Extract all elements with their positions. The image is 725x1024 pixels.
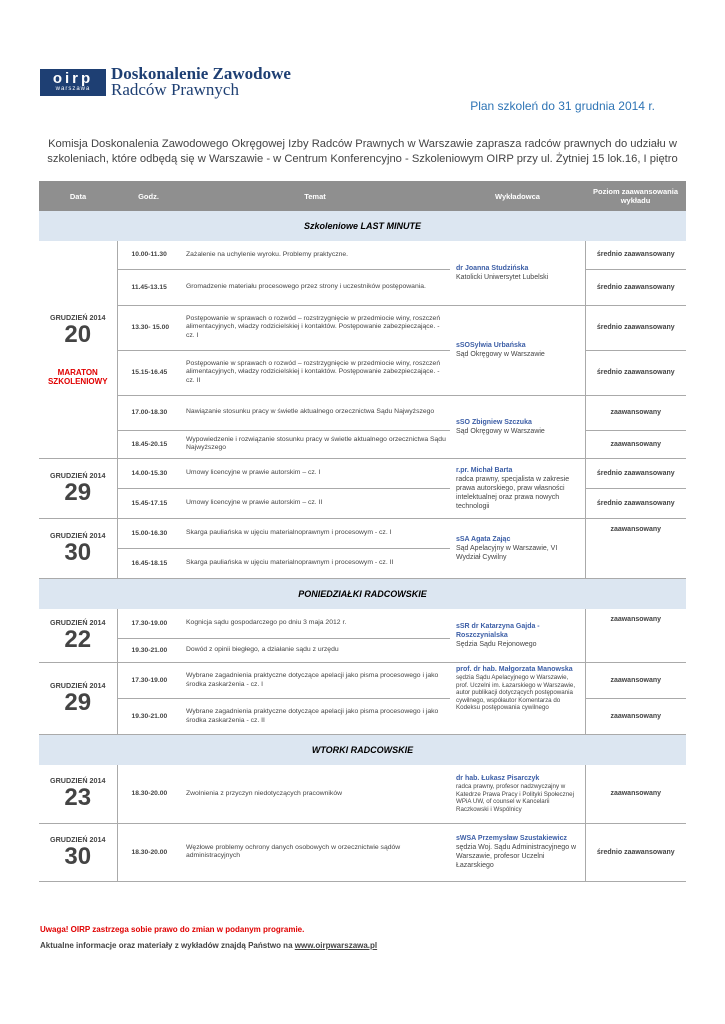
lecturer-cell [450, 395, 585, 458]
level-cell: zaawansowany [585, 518, 686, 578]
table-row [39, 269, 686, 305]
table-row [39, 430, 686, 458]
time-cell: 15.45-17.15 [117, 488, 180, 518]
table-header-row [39, 181, 686, 211]
warning-note: Uwaga! OIRP zastrzega sobie prawo do zmian w podanym programie. [40, 925, 305, 934]
lecturer-desc: Katolicki Uniwersytet Lubelski [456, 273, 549, 281]
schedule-table [39, 181, 686, 882]
lecturer-name: sSO Zbigniew Szczuka [456, 418, 532, 426]
time-cell: 17.30-19.00 [117, 663, 180, 699]
date-day: 22 [64, 625, 92, 653]
date-day: 20 [64, 320, 92, 348]
logo-line2: Radców Prawnych [111, 80, 239, 99]
date-day: 30 [64, 842, 92, 870]
website-link[interactable]: www.oirpwarszawa.pl [294, 941, 378, 950]
level-cell: średnio zaawansowany [585, 350, 686, 395]
time-cell: 18.30-20.00 [117, 823, 180, 881]
section-row [39, 578, 686, 609]
level-cell: zaawansowany [585, 699, 686, 735]
time-cell: 10.00-11.30 [117, 241, 180, 269]
level-cell: zaawansowany [585, 663, 686, 699]
oirp-logo-box [40, 69, 106, 96]
time-cell: 14.00-15.30 [117, 458, 180, 488]
topic-cell: Postępowanie w sprawach o rozwód – rozstrzygnięcie w przedmiocie winy, roszczeń alimentacyjnych, władzy rodzicielskiej i kontaktów. Postępowanie zabezpieczające. - cz. II [180, 350, 450, 395]
date-cell [39, 765, 117, 823]
logo [40, 64, 291, 99]
info-note [40, 941, 377, 950]
table-row [39, 518, 686, 548]
lecturer-name: prof. dr hab. Małgorzata Manowska [456, 666, 573, 673]
topic-cell: Dowód z opinii biegłego, a działanie sądu z urzędu [180, 639, 450, 663]
topic-cell: Umowy licencyjne w prawie autorskim – cz. II [180, 488, 450, 518]
date-cell [39, 663, 117, 735]
topic-cell: Wybrane zagadnienia praktyczne dotyczące apelacji jako pisma procesowego i jako środka zaskarżenia - cz. II [180, 699, 450, 735]
time-cell: 15.15-16.45 [117, 350, 180, 395]
table-row [39, 609, 686, 639]
logo-line1: Doskonalenie Zawodowe [111, 64, 291, 83]
time-cell: 18.30-20.00 [117, 765, 180, 823]
level-cell: średnio zaawansowany [585, 305, 686, 350]
table-row [39, 241, 686, 269]
date-cell [39, 518, 117, 578]
lecturer-cell [450, 305, 585, 395]
level-cell: zaawansowany [585, 395, 686, 430]
lecturer-cell [450, 765, 585, 823]
logo-text [111, 66, 291, 98]
header-lecturer: Wykładowca [450, 181, 585, 211]
topic-cell: Zwolnienia z przyczyn niedotyczących pracowników [180, 765, 450, 823]
time-cell: 19.30-21.00 [117, 699, 180, 735]
level-cell: średnio zaawansowany [585, 458, 686, 488]
table-row [39, 765, 686, 823]
date-month: GRUDZIEŃ 2014 [49, 312, 106, 322]
table-row [39, 458, 686, 488]
level-cell: średnio zaawansowany [585, 488, 686, 518]
lecturer-name: sSR dr Katarzyna Gajda - Roszczynialska [456, 622, 540, 639]
time-cell: 17.00-18.30 [117, 395, 180, 430]
topic-cell: Wypowiedzenie i rozwiązanie stosunku pracy w świetle aktualnego orzecznictwa Sądu Najwyższego [180, 430, 450, 458]
topic-cell: Nawiązanie stosunku pracy w świetle aktualnego orzecznictwa Sądu Najwyższego [180, 395, 450, 430]
table-row [39, 823, 686, 881]
level-cell: zaawansowany [585, 609, 686, 663]
date-day: 29 [64, 689, 92, 716]
table-row [39, 305, 686, 350]
section-row [39, 211, 686, 241]
time-cell: 11.45-13.15 [117, 269, 180, 305]
date-cell [39, 241, 117, 458]
header-date: Data [39, 181, 117, 211]
level-cell: średnio zaawansowany [585, 241, 686, 269]
lecturer-cell [450, 518, 585, 578]
level-cell: średnio zaawansowany [585, 823, 686, 881]
info-text: Aktualne informacje oraz materiały z wykładów znajdą Państwo na [40, 941, 295, 950]
logo-box-big: oirp [52, 69, 94, 87]
table-row [39, 488, 686, 518]
lecturer-desc: Sąd Apelacyjny w Warszawie, VI Wydział Cywilny [456, 544, 558, 561]
time-cell: 15.00-16.30 [117, 518, 180, 548]
lecturer-name: dr Joanna Studzińska [456, 264, 529, 272]
date-month: GRUDZIEŃ 2014 [49, 530, 106, 540]
date-month: GRUDZIEŃ 2014 [49, 617, 106, 627]
lecturer-desc: radca prawny, specjalista w zakresie prawa autorskiego, praw własności intelektualnej oraz prawa nowych technologii [456, 475, 570, 510]
time-cell: 16.45-18.15 [117, 548, 180, 578]
section-row [39, 735, 686, 766]
date-month: GRUDZIEŃ 2014 [49, 681, 106, 690]
table-row [39, 350, 686, 395]
lecturer-desc: sędzia Woj. Sądu Administracyjnego w Warszawie, profesor Uczelni Łazarskiego [456, 844, 577, 869]
section-title: PONIEDZIAŁKI RADCOWSKIE [39, 578, 686, 609]
date-cell [39, 823, 117, 881]
plan-title: Plan szkoleń do 31 grudnia 2014 r. [470, 99, 655, 113]
logo-box-small: warszawa [55, 85, 91, 92]
time-cell: 13.30- 15.00 [117, 305, 180, 350]
lecturer-desc: Sąd Okręgowy w Warszawie [456, 351, 545, 358]
lecturer-name: dr hab. Łukasz Pisarczyk [456, 775, 540, 783]
lecturer-cell [450, 663, 585, 735]
lecturer-name: r.pr. Michał Barta [456, 466, 513, 474]
lecturer-cell [450, 458, 585, 518]
topic-cell: Gromadzenie materiału procesowego przez strony i uczestników postępowania. [180, 269, 450, 305]
level-cell: zaawansowany [585, 765, 686, 823]
lecturer-desc: radca prawny, profesor nadzwyczajny w Katedrze Prawa Pracy i Polityki Społecznej WPiA UW, of counsel w Kancelarii Raczkowski i Wspólnicy [456, 783, 574, 813]
time-cell: 19.30-21.00 [117, 639, 180, 663]
section-title: Szkoleniowe LAST MINUTE [39, 211, 686, 241]
lecturer-cell [450, 823, 585, 881]
intro-text: Komisja Doskonalenia Zawodowego Okręgowej Izby Radców Prawnych w Warszawie zaprasza radców prawnych do udziału w szkoleniach, które odbędą się w Warszawie - w Centrum Konferencyjno - Szkoleniowym OIRP przy ul. Żytniej 15 lok.16, I piętro [47, 138, 678, 165]
lecturer-desc: Sąd Okręgowy w Warszawie [456, 427, 545, 435]
topic-cell: Wybrane zagadnienia praktyczne dotyczące apelacji jako pisma procesowego i jako środka zaskarżenia - cz. I [180, 663, 450, 699]
topic-cell: Postępowanie w sprawach o rozwód – rozstrzygnięcie w przedmiocie winy, roszczeń alimentacyjnych, władzy rodzicielskiej i kontaktów. Postępowanie zabezpieczające. - cz. I [180, 305, 450, 350]
section-title: WTORKI RADCOWSKIE [39, 735, 686, 766]
topic-cell: Zażalenie na uchylenie wyroku. Problemy praktyczne. [180, 241, 450, 269]
header-topic: Temat [180, 181, 450, 211]
topic-cell: Skarga pauliańska w ujęciu materialnoprawnym i procesowym - cz. II [180, 548, 450, 578]
topic-cell: Węzłowe problemy ochrony danych osobowych w orzecznictwie sądów administracyjnych [180, 823, 450, 881]
date-month: GRUDZIEŃ 2014 [49, 834, 106, 844]
header-level: Poziom zaawansowania wykładu [585, 181, 686, 211]
date-day: 29 [64, 478, 92, 506]
lecturer-name: sSA Agata Zając [456, 535, 511, 543]
lecturer-name: sSOSylwia Urbańska [456, 342, 526, 349]
date-day: 30 [64, 538, 92, 566]
lecturer-desc: sędzia Sądu Apelacyjnego w Warszawie, prof. Uczelni im. Łazarskiego w Warszawie, autor publikacji dotyczących postępowania cywilnego, współautor Komentarza do Kodeksu postępowania cywilnego [456, 674, 576, 711]
time-cell: 18.45-20.15 [117, 430, 180, 458]
lecturer-desc: Sędzia Sądu Rejonowego [456, 640, 537, 648]
date-day: 23 [64, 784, 92, 812]
header-time: Godz. [117, 181, 180, 211]
lecturer-cell [450, 241, 585, 305]
topic-cell: Skarga pauliańska w ujęciu materialnoprawnym i procesowym - cz. I [180, 518, 450, 548]
table-row [39, 699, 686, 735]
date-month: GRUDZIEŃ 2014 [49, 776, 106, 786]
table-row [39, 663, 686, 699]
lecturer-name: sWSA Przemysław Szustakiewicz [456, 835, 568, 842]
date-month: GRUDZIEŃ 2014 [49, 470, 106, 480]
date-cell [39, 609, 117, 663]
lecturer-cell [450, 609, 585, 663]
table-row [39, 395, 686, 430]
level-cell: zaawansowany [585, 430, 686, 458]
date-cell [39, 458, 117, 518]
time-cell: 17.30-19.00 [117, 609, 180, 639]
marathon-note: MARATON SZKOLENIOWY [47, 367, 108, 386]
level-cell: średnio zaawansowany [585, 269, 686, 305]
topic-cell: Umowy licencyjne w prawie autorskim – cz. I [180, 458, 450, 488]
topic-cell: Kognicja sądu gospodarczego po dniu 3 maja 2012 r. [180, 609, 450, 639]
